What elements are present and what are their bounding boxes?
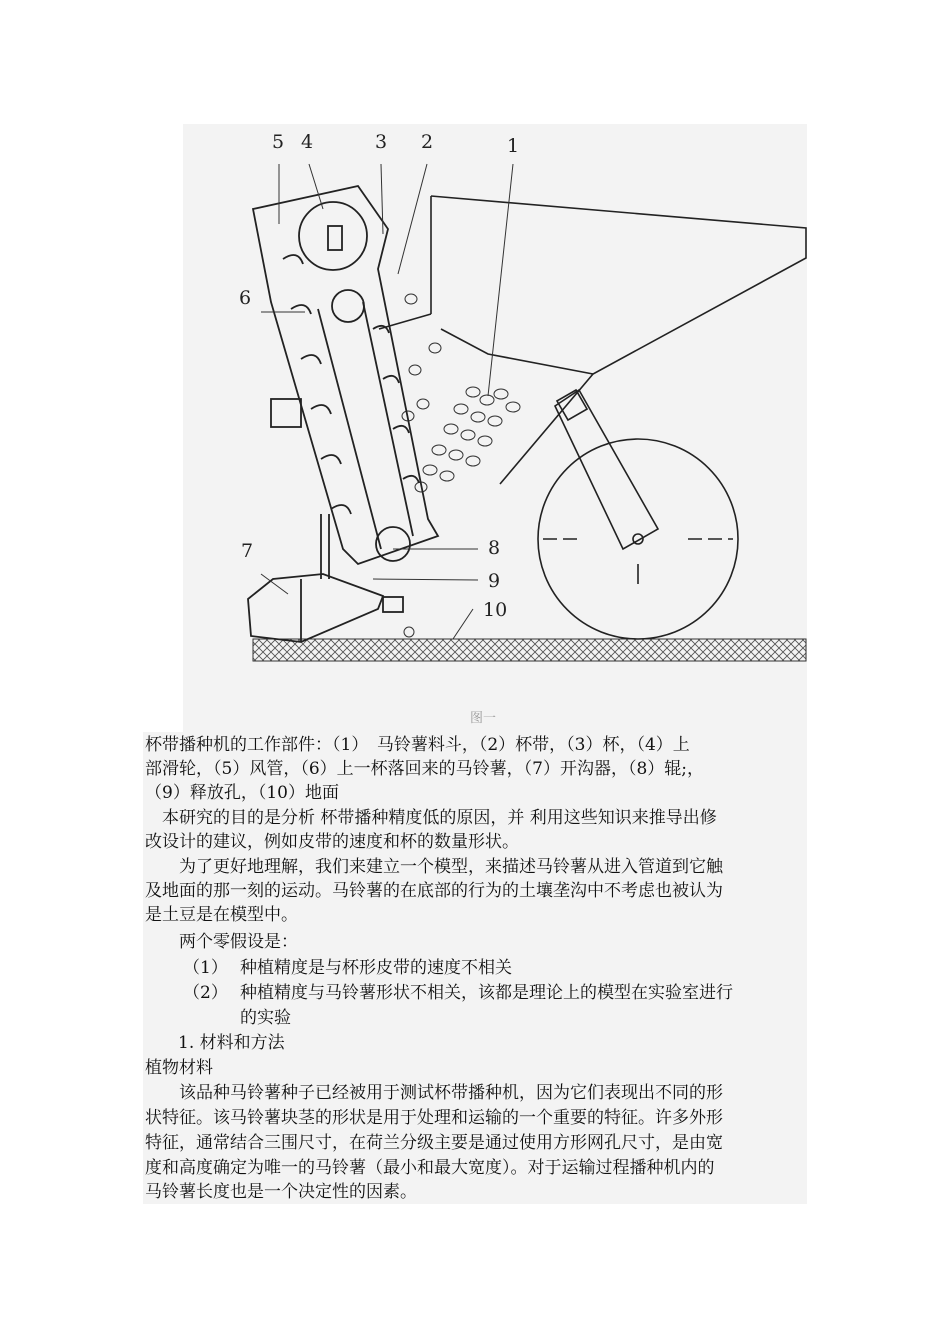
part-number-9: 9 — [488, 570, 501, 592]
para3-line-1: 该品种马铃薯种子已经被用于测试杯带播种机，因为它们表现出不同的形 — [145, 1083, 723, 1103]
ground — [253, 639, 806, 661]
hypothesis-2-number: （2） — [183, 983, 228, 1003]
part-number-1: 1 — [507, 135, 520, 157]
hypotheses-intro: 两个零假设是： — [145, 932, 298, 952]
para3-line-2: 状特征。该马铃薯块茎的形状是用于处理和运输的一个重要的特征。许多外形 — [145, 1108, 723, 1128]
potato-pile — [402, 294, 520, 637]
potato-hopper — [379, 196, 806, 484]
part-number-3: 3 — [375, 131, 388, 153]
para3-line-3: 特征，通常结合三围尺寸，在荷兰分级主要是通过使用方形网孔尺寸，是由宽 — [145, 1133, 723, 1153]
part-number-10: 10 — [483, 599, 508, 621]
part-number-7: 7 — [241, 540, 254, 562]
hypothesis-2-text-1: 种植精度与马铃薯形状不相关，该都是理论上的模型在实验室进行 — [240, 983, 733, 1003]
figure-caption: 图一 — [470, 711, 497, 726]
parts-line-3: （9）释放孔，（10）地面 — [145, 783, 339, 803]
part-number-2: 2 — [421, 131, 434, 153]
para2-line-2: 及地面的那一刻的运动。马铃薯的在底部的行为的土壤垄沟中不考虑也被认为 — [145, 881, 723, 901]
cup-belt-housing — [253, 186, 438, 579]
subheading: 植物材料 — [145, 1058, 213, 1078]
para1-line-1: 本研究的目的是分析 杯带播种精度低的原因，并 利用这些知识来推导出修 — [145, 808, 717, 828]
part-number-5: 5 — [272, 131, 285, 153]
section-heading: 1. 材料和方法 — [178, 1033, 285, 1053]
para2-line-3: 是土豆是在模型中。 — [145, 905, 298, 925]
part-number-6: 6 — [239, 287, 252, 309]
hypothesis-2-text-2: 的实验 — [240, 1008, 291, 1028]
part-number-8: 8 — [488, 537, 501, 559]
para1-line-2: 改设计的建议，例如皮带的速度和杯的数量形状。 — [145, 832, 519, 852]
hypothesis-1-text: 种植精度是与杯形皮带的速度不相关 — [240, 958, 512, 978]
parts-line-2: 部滑轮，（5）风管，（6）上一杯落回来的马铃薯，（7）开沟器，（8）辊;， — [145, 759, 704, 779]
para3-line-4: 度和高度确定为唯一的马铃薯（最小和最大宽度）。对于运输过程播种机内的 — [145, 1158, 715, 1178]
part-number-4: 4 — [301, 131, 314, 153]
para3-line-5: 马铃薯长度也是一个决定性的因素。 — [145, 1182, 417, 1202]
hypothesis-1-number: （1） — [183, 958, 228, 978]
para2-line-1: 为了更好地理解，我们来建立一个模型，来描述马铃薯从进入管道到它触 — [145, 857, 723, 877]
parts-line-1: 杯带播种机的工作部件：（1） 马铃薯料斗，（2）杯带，（3）杯，（4）上 — [145, 735, 690, 755]
wheel — [538, 390, 738, 639]
furrow-opener — [248, 574, 403, 642]
cup-belt-planter-diagram — [183, 124, 807, 684]
